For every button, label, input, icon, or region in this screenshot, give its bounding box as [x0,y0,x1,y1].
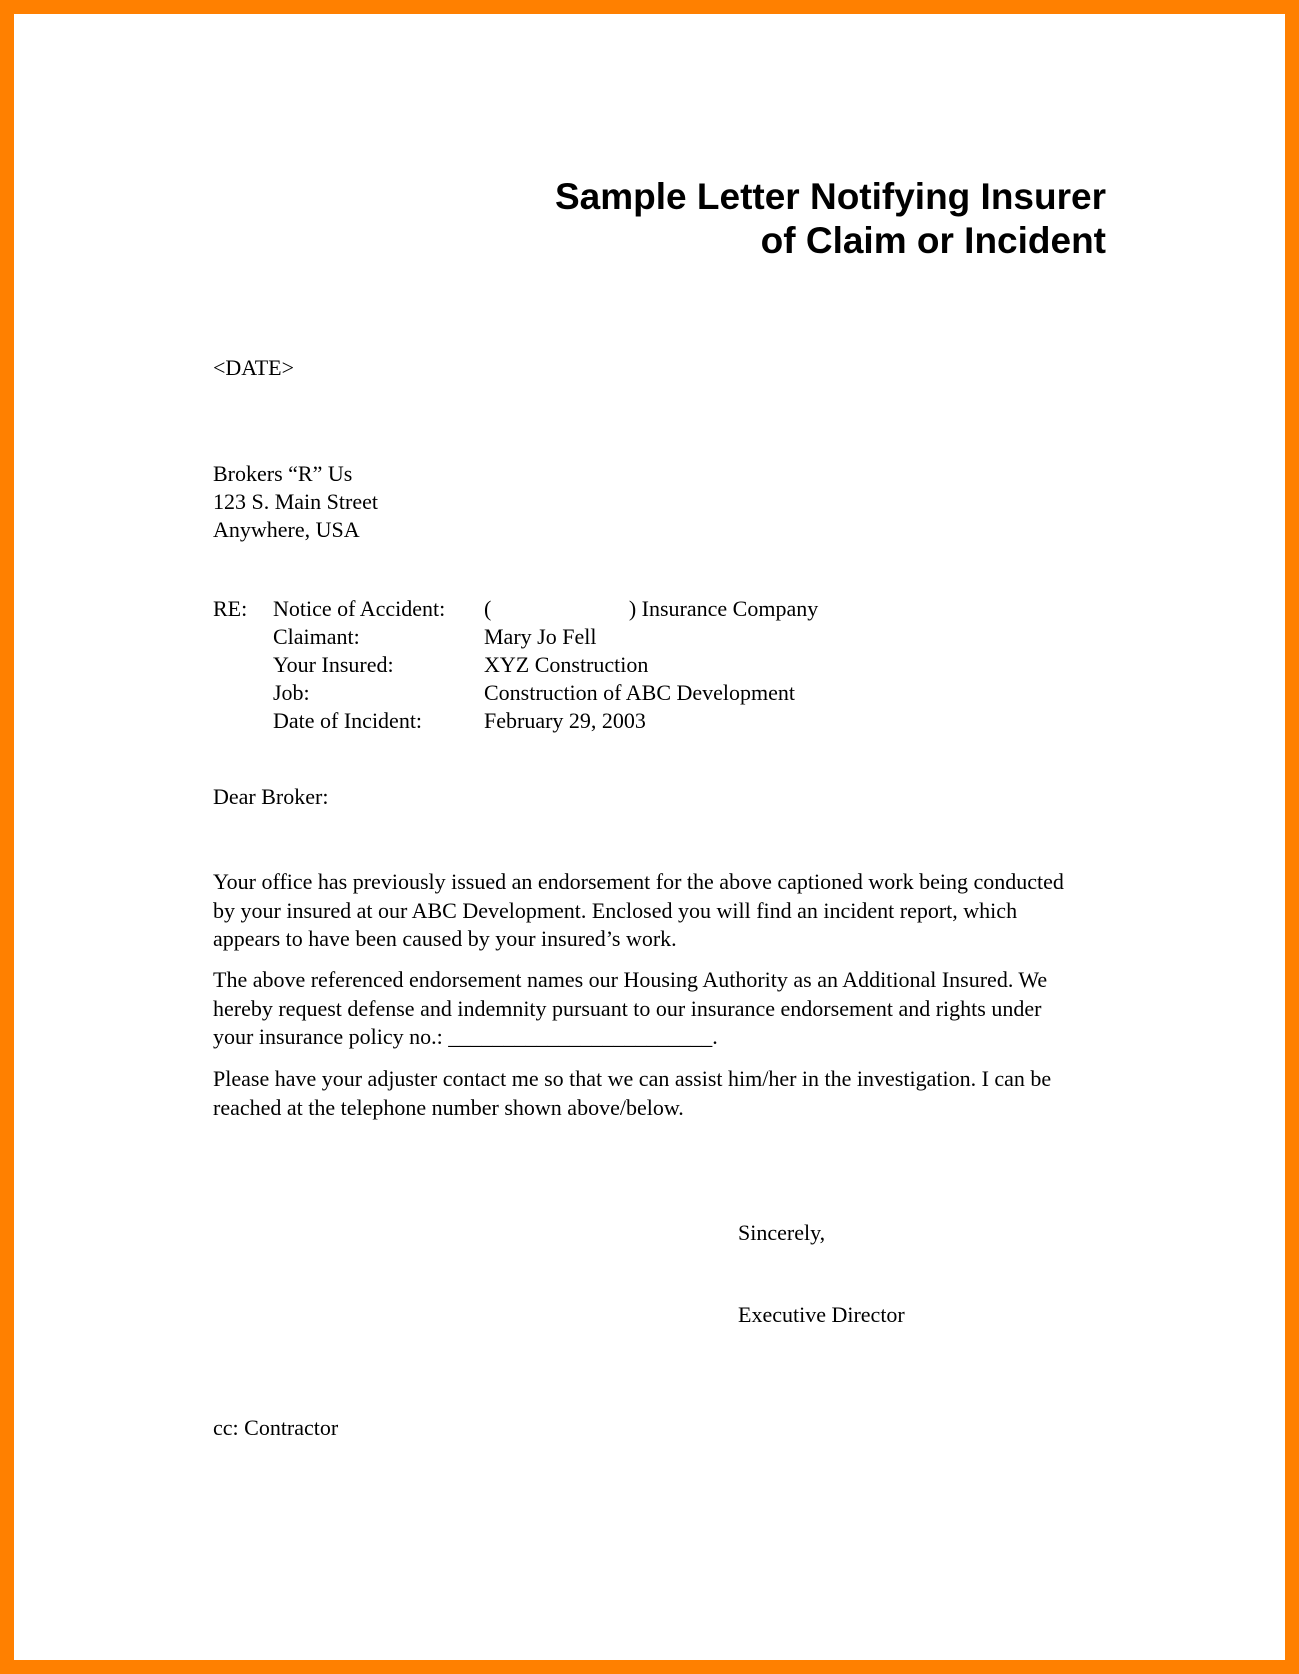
salutation: Dear Broker: [213,784,329,809]
paragraph-line: The above referenced endorsement names our Housing Authority as an Additional Insured. We [213,967,1048,992]
letter-title [306,175,1106,263]
body-paragraph-1 [213,868,1113,954]
paragraph-line: appears to have been caused by your insured’s work. [213,926,677,951]
re-row-label: Claimant: [273,624,360,649]
body-paragraph-2 [213,966,1113,1052]
body-paragraph-3 [213,1065,1113,1122]
closing: Sincerely, [738,1220,826,1245]
re-row-value: Mary Jo Fell [484,624,597,649]
re-row-value: XYZ Construction [484,652,649,677]
re-row-value: Construction of ABC Development [484,680,796,705]
signer-title: Executive Director [738,1302,905,1327]
letter-page [28,28,1299,1674]
paragraph-line: Your office has previously issued an endorsement for the above captioned work being conducted [213,869,1064,894]
re-row-label: Notice of Accident: [273,596,446,621]
re-row-value: February 29, 2003 [484,708,646,733]
title-line-1: Sample Letter Notifying Insurer [555,176,1106,217]
recipient-address [213,460,378,544]
paragraph-line: by your insured at our ABC Development. Enclosed you will find an incident report, which [213,897,1018,923]
re-row-label: Your Insured: [273,652,394,677]
paragraph-line: reached at the telephone number shown above/below. [213,1094,684,1120]
date-placeholder: <DATE> [213,355,295,380]
paragraph-line: Please have your adjuster contact me so that we can assist him/her in the investigation. I can be [213,1066,1052,1091]
title-line-2: of Claim or Incident [760,220,1106,261]
cc-line: cc: Contractor [213,1415,339,1440]
re-row-label: Job: [273,680,310,705]
re-row-label: Date of Incident: [273,708,423,733]
recipient-name: Brokers “R” Us [213,461,353,486]
paragraph-line: hereby request defense and indemnity pursuant to our insurance endorsement and rights under [213,995,1042,1021]
recipient-street: 123 S. Main Street [213,489,378,514]
re-row-value: ( ) Insurance Company [484,596,819,621]
recipient-city: Anywhere, USA [213,517,360,542]
paragraph-line: your insurance policy no.: ________________________. [213,1024,718,1049]
re-label: RE: [213,596,248,621]
